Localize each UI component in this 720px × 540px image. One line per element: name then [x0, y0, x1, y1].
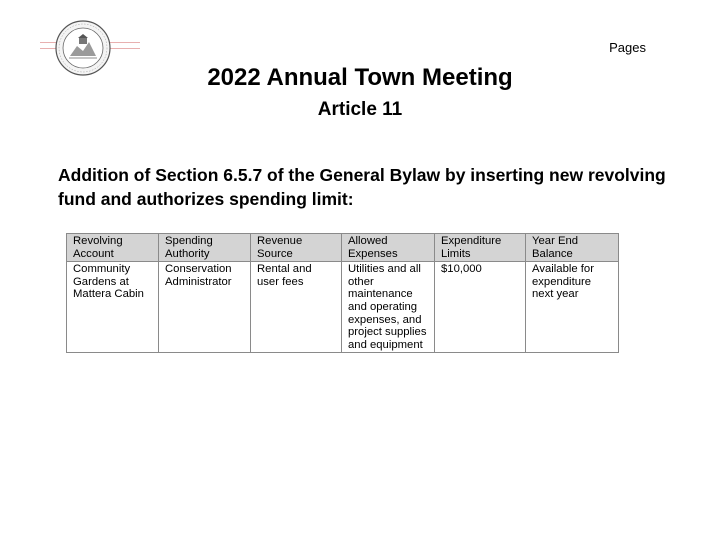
- cell-allowed-expenses: Utilities and all other maintenance and operating expenses, and project supplies and equipment: [342, 262, 435, 353]
- header-revolving-account: Revolving Account: [67, 234, 159, 262]
- page-subtitle: Article 11: [317, 99, 403, 120]
- pages-label: Pages: [609, 40, 646, 55]
- header-year-end-balance: Year End Balance: [526, 234, 619, 262]
- cell-revenue-source: Rental and user fees: [251, 262, 342, 353]
- header-revenue-source: Revenue Source: [251, 234, 342, 262]
- article-heading: Addition of Section 6.5.7 of the General Bylaw by inserting new revolving fund and authorizes spending limit:: [58, 165, 666, 209]
- table-row: [67, 262, 619, 353]
- cell-revolving-account: Community Gardens at Mattera Cabin: [67, 262, 159, 353]
- header-spending-authority: Spending Authority: [159, 234, 251, 262]
- header-expenditure-limits: Expenditure Limits: [435, 234, 526, 262]
- cell-spending-authority: Conservation Administrator: [159, 262, 251, 353]
- revolving-fund-table: [66, 233, 619, 353]
- table-header-row: [67, 234, 619, 262]
- header-allowed-expenses: Allowed Expenses: [342, 234, 435, 262]
- cell-expenditure-limits: $10,000: [435, 262, 526, 353]
- cell-year-end-balance: Available for expenditure next year: [526, 262, 619, 353]
- page-title: 2022 Annual Town Meeting: [207, 64, 513, 91]
